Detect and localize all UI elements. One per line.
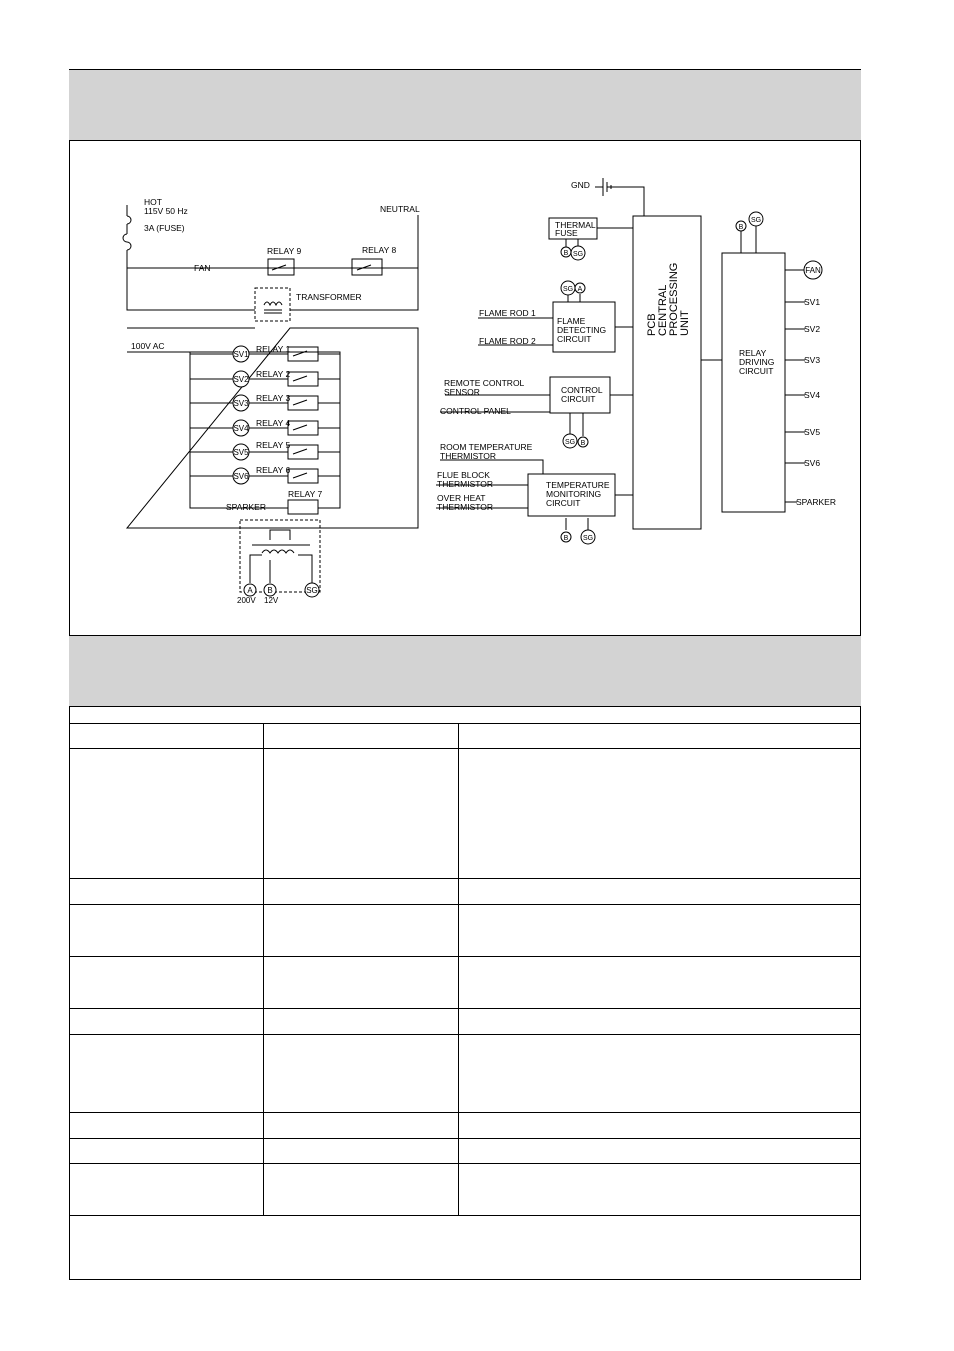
output-sv3: SV3 [804,355,821,365]
out-sg: SG [306,586,318,595]
table-rule [69,1163,861,1164]
relay-label: RELAY 1 [256,344,291,354]
valve-row [233,418,290,436]
remote-1: REMOTE CONTROL [444,378,525,388]
table-rule [69,956,861,957]
flame-3: CIRCUIT [557,334,592,344]
output-sv5: SV5 [804,427,821,437]
cpu-4: UNIT [679,310,691,336]
cpu-2: CENTRAL [657,284,669,336]
wiring-diagram [0,0,954,640]
control-2: CIRCUIT [561,394,596,404]
relay9-label: RELAY 9 [267,246,302,256]
valve-row [233,440,290,460]
output-sv1: SV1 [804,297,821,307]
relay-box [288,445,318,459]
term-sg: SG [564,439,576,446]
room-2: THERMISTOR [440,451,497,461]
hot-label: HOT [144,197,162,207]
term-b: B [563,535,569,542]
valve-row [233,393,290,411]
remote-2: SENSOR [444,387,480,397]
relay-label: RELAY 2 [256,369,291,379]
relay-label: RELAY 4 [256,418,291,428]
output-fan: FAN [805,266,821,275]
thermal-fuse-2: FUSE [555,228,578,238]
gnd-label: GND [571,180,590,190]
relay-label: RELAY 3 [256,393,291,403]
output-sv6: SV6 [804,458,821,468]
term-b: B [580,440,586,447]
table-column-divider [263,723,264,1216]
term-sg: SG [750,217,762,224]
voltage-label: 115V 50 Hz [144,206,188,216]
valve-row [233,369,290,387]
transformer-outputs [237,583,319,605]
table-rule [69,1138,861,1139]
table-band [69,635,861,707]
ac100-label: 100V AC [131,341,165,351]
relay-box [288,469,318,483]
thermal-fuse-1: THERMAL [555,220,596,230]
relay7-box [288,500,318,514]
output-sv4: SV4 [804,390,821,400]
room-1: ROOM TEMPERATURE [440,442,533,452]
sv-label: SV3 [233,399,249,408]
out-a: A [247,586,253,595]
sv-label: SV5 [233,448,249,457]
output-sparker: SPARKER [796,497,836,507]
out-b-volt: 12V [264,596,279,605]
valve-row [233,465,290,484]
relay-driving-3: CIRCUIT [739,366,774,376]
relay-driving-1: RELAY [739,348,767,358]
table-rule [69,1112,861,1113]
table-rule [69,723,861,724]
relay-label: RELAY 6 [256,465,291,475]
term-b: B [738,224,744,231]
term-a: A [577,286,583,293]
relay-label: RELAY 5 [256,440,291,450]
relay-switch [293,376,307,381]
table-rule [69,1034,861,1035]
term-b: B [563,250,569,257]
control-panel: CONTROL PANEL [440,406,511,416]
out-a-volt: 200V [237,596,256,605]
flame-1: FLAME [557,316,586,326]
cpu-label [646,263,691,336]
flame-rod-2: FLAME ROD 2 [479,336,536,346]
neutral-label: NEUTRAL [380,204,420,214]
valve-row [233,344,290,362]
out-b: B [267,586,273,595]
sv-label: SV1 [233,350,249,359]
relay-switch [293,400,307,405]
relay-box [288,421,318,435]
relay-box [288,372,318,386]
relay-switch [293,449,307,454]
table-rule [69,878,861,879]
cpu-3: PROCESSING [668,262,680,336]
relay-switch [293,473,307,478]
relay-driving-2: DRIVING [739,357,775,367]
relay7-label: RELAY 7 [288,489,323,499]
over-2: THERMISTOR [437,502,494,512]
table-rule [69,1215,861,1216]
output-sv2: SV2 [804,324,821,334]
table-rule [69,748,861,749]
flue-1: FLUE BLOCK [437,470,490,480]
transformer-label: TRANSFORMER [296,292,362,302]
fan-label: FAN [194,263,211,273]
sv-label: SV2 [233,375,249,384]
over-1: OVER HEAT [437,493,486,503]
relay-box [288,396,318,410]
sv-label: SV4 [233,424,249,433]
relay-box [288,347,318,361]
relay8-label: RELAY 8 [362,245,397,255]
cpu-1: PCB [646,313,658,336]
relay-switch [293,425,307,430]
relay-outputs [796,261,836,507]
table-rule [69,1008,861,1009]
term-sg: SG [562,286,574,293]
sv-label: SV6 [233,472,249,481]
valve-rows [233,344,290,484]
sparker-label: SPARKER [226,502,266,512]
temp-3: CIRCUIT [546,498,581,508]
temp-1: TEMPERATURE [546,480,610,490]
table-column-divider [458,723,459,1216]
term-sg: SG [582,535,594,542]
flue-2: THERMISTOR [437,479,494,489]
term-sg: SG [572,251,584,258]
flame-rod-1: FLAME ROD 1 [479,308,536,318]
flame-2: DETECTING [557,325,607,335]
control-1: CONTROL [561,385,603,395]
temp-2: MONITORING [546,489,602,499]
fuse-label: 3A (FUSE) [144,223,185,233]
table-rule [69,904,861,905]
